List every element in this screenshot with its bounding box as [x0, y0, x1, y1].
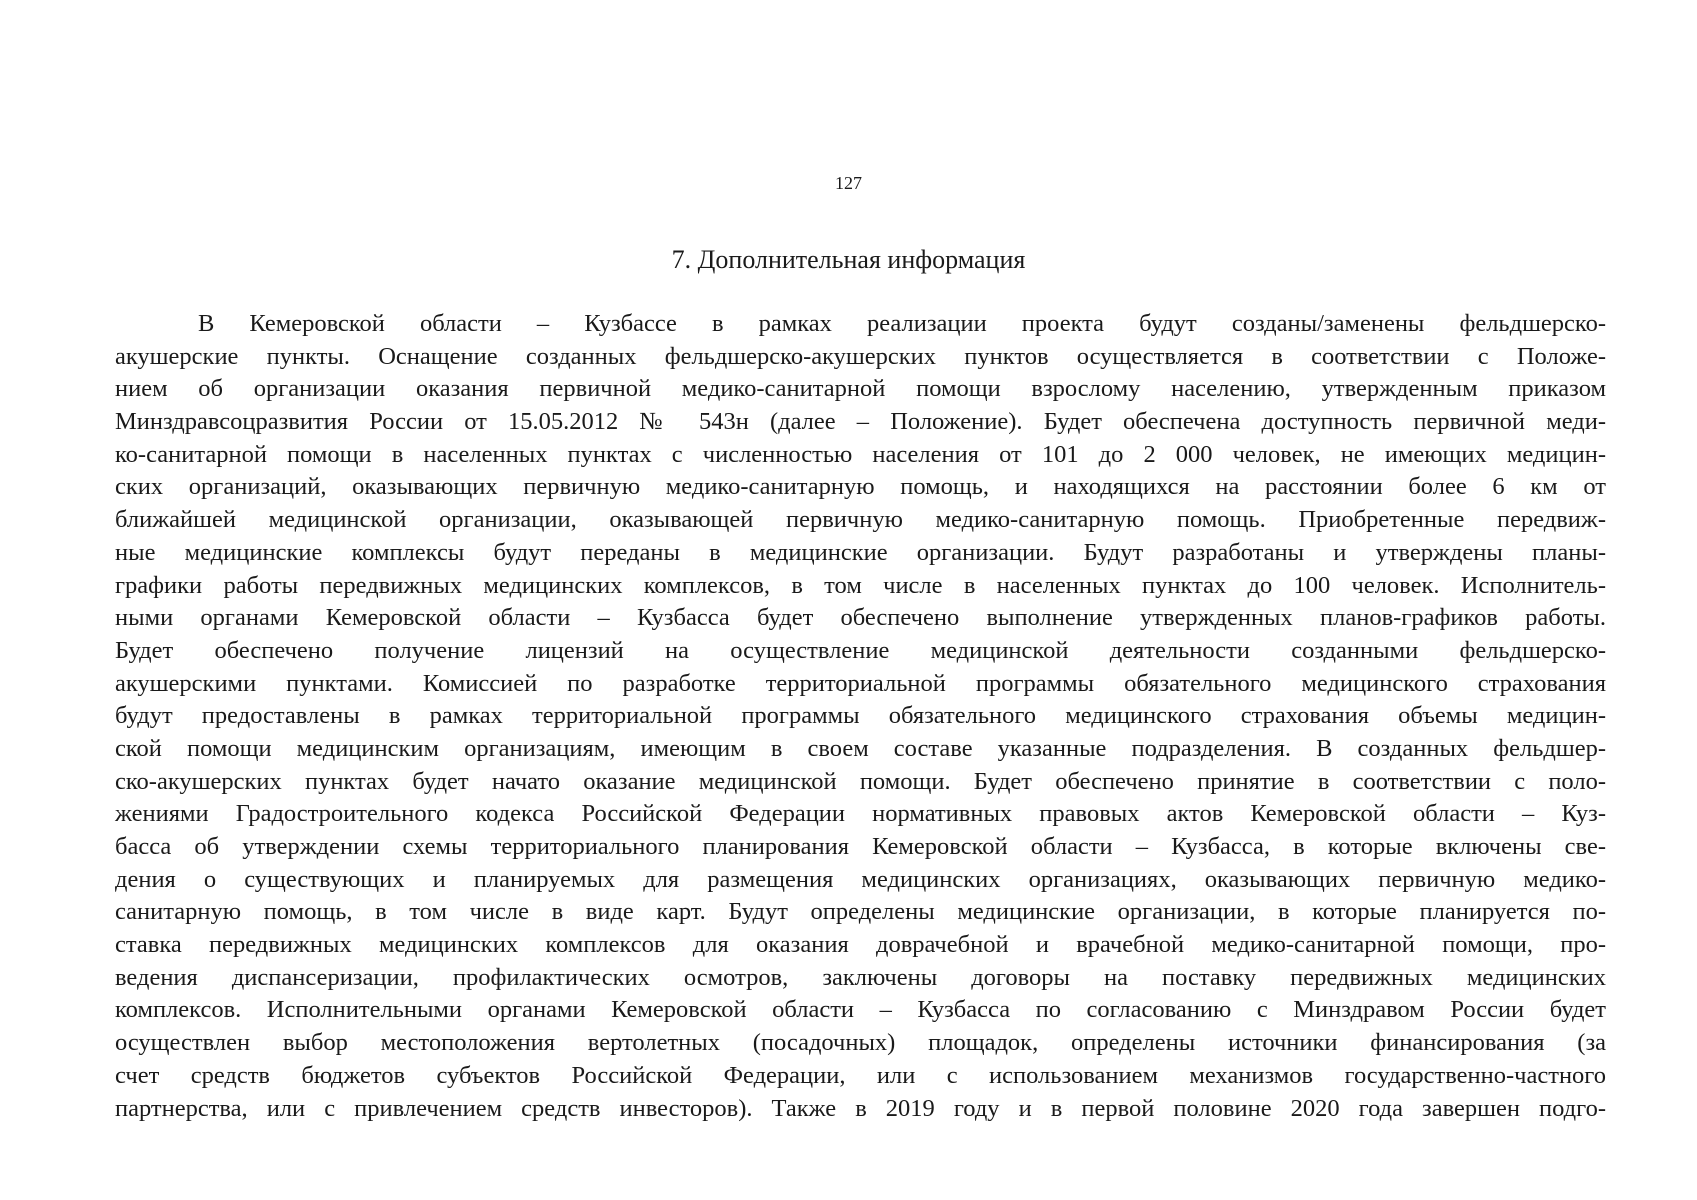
paragraph-line: партнерства, или с привлечением средств инвесторов). Также в 2019 году и в первой половине 2020 года завершен подго- — [115, 1094, 1606, 1122]
paragraph-line: жениями Градостроительного кодекса Российской Федерации нормативных правовых актов Кемеровской области – Куз- — [115, 800, 1606, 828]
paragraph-line: акушерские пункты. Оснащение созданных фельдшерско-акушерских пунктов осуществляется в соответствии с Положе- — [115, 342, 1606, 370]
paragraph-line: ные медицинские комплексы будут переданы в медицинские организации. Будут разработаны и утверждены планы- — [115, 538, 1606, 566]
body-paragraph — [115, 308, 1606, 1125]
paragraph-line: басса об утверждении схемы территориального планирования Кемеровской области – Кузбасса, в которые включены све- — [115, 833, 1606, 860]
paragraph-line: будут предоставлены в рамках территориальной программы обязательного медицинского страхования объемы медицин- — [115, 702, 1606, 730]
paragraph-line: Минздравсоцразвития России от 15.05.2012 № 543н (далее – Положение). Будет обеспечена доступность первичной меди- — [115, 408, 1606, 436]
paragraph-line: ставка передвижных медицинских комплексов для оказания доврачебной и врачебной медико-санитарной помощи, про- — [115, 931, 1606, 959]
paragraph-line: ской помощи медицинским организациям, имеющим в своем составе указанные подразделения. В созданных фельдшер- — [115, 734, 1606, 762]
section-heading: 7. Дополнительная информация — [671, 245, 1026, 274]
paragraph-line: комплексов. Исполнительными органами Кемеровской области – Кузбасса по согласованию с Минздравом России будет — [115, 996, 1606, 1024]
paragraph-line: санитарную помощь, в том числе в виде карт. Будут определены медицинские организации, в которые планируется по- — [115, 898, 1606, 926]
paragraph-line: дения о существующих и планируемых для размещения медицинских организациях, оказывающих первичную медико- — [115, 865, 1606, 893]
paragraph-line: Будет обеспечено получение лицензий на осуществление медицинской деятельности созданными фельдшерско- — [115, 636, 1606, 664]
paragraph-line: акушерскими пунктами. Комиссией по разработке территориальной программы обязательного медицинского страхования — [115, 669, 1606, 697]
paragraph-line: графики работы передвижных медицинских комплексов, в том числе в населенных пунктах до 100 человек. Исполнитель- — [115, 571, 1606, 599]
paragraph-line: ских организаций, оказывающих первичную медико-санитарную помощь, и находящихся на расстоянии более 6 км от — [115, 473, 1606, 501]
paragraph-line: ными органами Кемеровской области – Кузбасса будет обеспечено выполнение утвержденных планов-графиков работы. — [115, 604, 1606, 632]
paragraph-line: ведения диспансеризации, профилактических осмотров, заключены договоры на поставку передвижных медицинских — [115, 963, 1606, 991]
paragraph-line: ко-санитарной помощи в населенных пунктах с численностью населения от 101 до 2 000 человек, не имеющих медицин- — [115, 440, 1606, 468]
paragraph-line: счет средств бюджетов субъектов Российской Федерации, или с использованием механизмов государственно-частного — [115, 1061, 1606, 1089]
paragraph-line: ско-акушерских пунктах будет начато оказание медицинской помощи. Будет обеспечено принятие в соответствии с поло- — [115, 767, 1606, 795]
paragraph-line: нием об организации оказания первичной медико-санитарной помощи взрослому населению, утвержденным приказом — [115, 375, 1606, 403]
paragraph-line: осуществлен выбор местоположения вертолетных (посадочных) площадок, определены источники финансирования (за — [115, 1029, 1606, 1057]
paragraph-line: В Кемеровской области – Кузбассе в рамках реализации проекта будут созданы/заменены фельдшерско- — [198, 310, 1606, 337]
page-number: 127 — [835, 173, 862, 193]
paragraph-line: ближайшей медицинской организации, оказывающей первичную медико-санитарную помощь. Приобретенные передвиж- — [115, 506, 1606, 534]
